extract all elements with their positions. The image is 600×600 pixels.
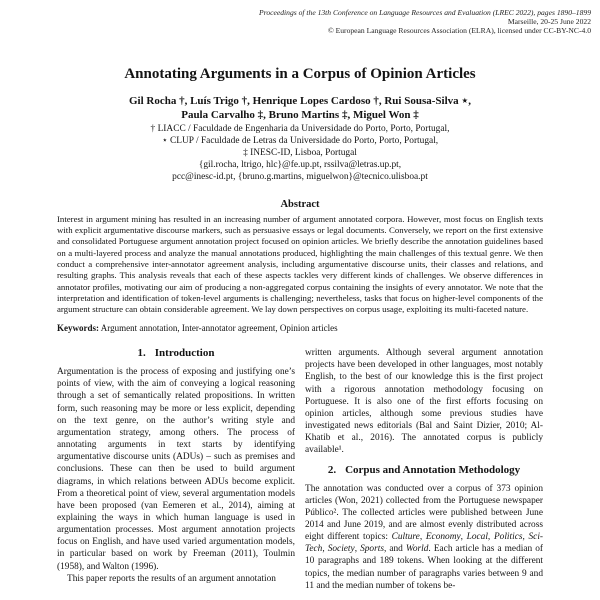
section1-title: Introduction xyxy=(154,347,215,360)
proceedings-line: Proceedings of the 13th Conference on Language Resources and Evaluation (LREC 2022), pages 1890–1899 xyxy=(259,8,591,17)
left-column xyxy=(57,347,295,592)
proceedings-venue-date: Marseille, 20-25 June 2022 xyxy=(507,17,591,26)
section2-number: 2. xyxy=(327,463,337,476)
email-line-1: {gil.rocha, ltrigo, hlc}@fe.up.pt, rssilva@letras.up.pt, xyxy=(198,159,402,170)
paper-title: Annotating Arguments in a Corpus of Opinion Articles xyxy=(124,66,476,82)
section2-title: Corpus and Annotation Methodology xyxy=(345,463,521,476)
affiliation-block xyxy=(0,124,600,184)
right-column xyxy=(305,347,543,592)
affiliation-line-1: † LIACC / Faculdade de Engenharia da Universidade do Porto, Porto, Portugal, xyxy=(150,124,450,134)
abstract-heading: Abstract xyxy=(280,198,320,210)
section2-heading xyxy=(305,464,543,477)
affiliation-line-3: ‡ INESC-ID, Lisboa, Portugal xyxy=(243,147,357,158)
author-block xyxy=(0,95,600,122)
email-line-2: pcc@inesc-id.pt, {bruno.g.martins, miguelwon}@tecnico.ulisboa.pt xyxy=(172,171,428,182)
keywords-line xyxy=(57,323,543,335)
section1-heading xyxy=(57,347,295,360)
section2-paragraph: The annotation was conducted over a corpus of 373 opinion articles (Won, 2021) collected from the Portuguese newspaper Público². The collected articles were published between June 2014 and June 2019, and are almost evenly distributed across eight different topics: Culture, Economy, Local, Politics, Sci-Tech, Society, Sports, and World. Each article has a median of 10 paragraphs and 189 tokens. When looking at the different topics, the median number of paragraphs varies between 9 and 11 and the median number of tokens be- xyxy=(305,483,544,591)
two-column-body xyxy=(57,347,543,592)
author-line-1: Gil Rocha †, Luís Trigo †, Henrique Lopes Cardoso †, Rui Sousa-Silva ⋆, xyxy=(128,95,472,107)
abstract-text: Interest in argument mining has resulted in an increasing number of argument annotated corpora. However, most focus on English texts with explicit argumentative discourse markers, such as persuasive essays or legal documents. Conversely, we report on the first extensive and consolidated Portuguese argument annotation project focused on opinion articles. We briefly describe the annotation guidelines based on a multi-layered process and analyze the manual annotations produced, highlighting the main challenges of this textual genre. We then conduct a comprehensive inter-annotator agreement analysis, including argumentative discourse units, their classes and relations, and resulting graphs. This analysis reveals that each of these aspects tackles very different kinds of challenges. We observe differences in annotator profiles, motivating our aim of producing a non-aggregated corpus containing the insights of every annotator. We note that the interpretation and identification of token-level arguments is challenging; nevertheless, tasks that focus on higher-level components of the argument structure can obtain considerable agreement. We lay down perspectives on corpus usage, exploiting its multi-faceted nature. xyxy=(57,213,543,315)
continuation-paragraph: written arguments. Although several argument annotation projects have been developed in other languages, most notably English, to the best of our knowledge this is the first project with a rigorous annotation methodology focusing on Portuguese. It is also one of the first efforts focusing on opinion articles, although some previous studies have investigated news editorials (Bal and Saint Dizier, 2010; Al-Khatib et al., 2016). The annotated corpus is publicly available¹. xyxy=(305,348,543,456)
proceedings-header xyxy=(259,8,591,35)
keywords-label: Keywords: xyxy=(57,322,99,333)
section1-number: 1. xyxy=(137,347,146,360)
affiliation-line-2: ⋆ CLUP / Faculdade de Letras da Universidade do Porto, Porto, Portugal, xyxy=(161,135,439,146)
proceedings-license: © European Language Resources Association (ELRA), licensed under CC-BY-NC-4.0 xyxy=(327,26,591,35)
section1-paragraph-1: Argumentation is the process of exposing and justifying one’s points of view, with the aim of conveying a logical reasoning through a set of semantically related propositions. In written form, such reasoning may be more or less explicit, depending on the text genre, on the author’s writing style and argumentation strategy, among others. The process of annotating arguments in text starts by identifying argumentative discourse units (ADUs) – such as premises and conclusions. These can then be used to build argument diagrams, in which relations between ADUs become explicit. From a theoretical point of view, several argumentation models have been proposed (van Eemeren et al., 2014), aiming at explaining the ways in which human language is used in argumentation processes. Most argument annotation projects focus on English, and have used varied argumentation models, in particular based on work by Freeman (2011), Toulmin (1958), and Walton (1996). xyxy=(57,367,295,572)
keywords-text: Argument annotation, Inter-annotator agreement, Opinion articles xyxy=(99,322,338,333)
section1-paragraph-2: This paper reports the results of an argument annotation xyxy=(67,573,276,584)
author-line-2: Paula Carvalho ‡, Bruno Martins ‡, Miguel Won ‡ xyxy=(181,108,419,121)
